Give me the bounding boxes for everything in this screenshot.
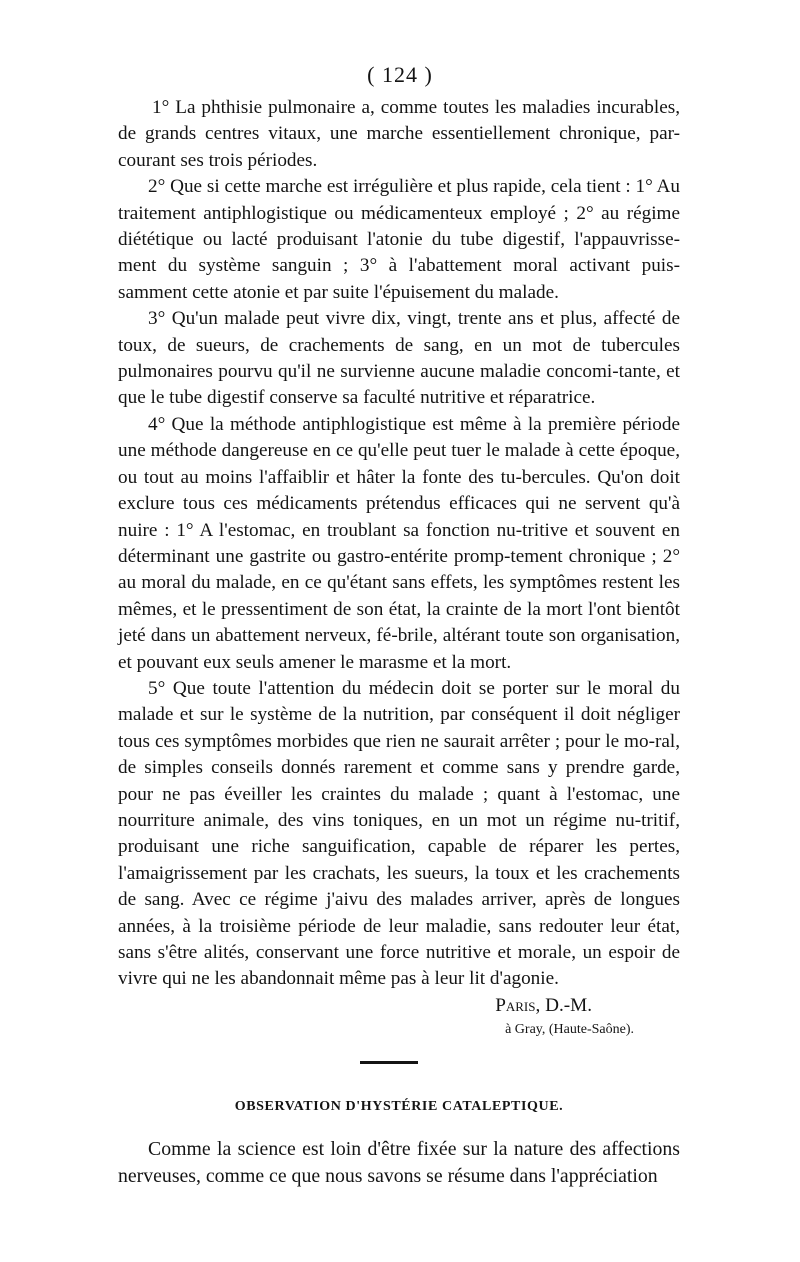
section-divider: [360, 1061, 418, 1064]
body-text: [118, 95, 680, 1190]
paragraph-4: 4° Que la méthode antiphlogistique est même à la première période une méthode dangereuse en ce qu'elle peut tuer le malade à cette époque, ou tout au moins l'affaiblir et hâter la fonte des tu-bercules. Qu'on doit exclure tous ces médicaments prétendus efficaces qui ne servent qu'à nuire : 1° A l'estomac, en troublant sa fonction nu-tritive et souvent en déterminant une gastrite ou gastro-entérite promp-tement chronique ; 2° au moral du malade, en ce qu'étant sans effets, les symptômes restent les mêmes, et le pressentiment de son état, la crainte de la mort l'ont bientôt jeté dans un abattement nerveux, fé-brile, altérant toute son organisation, et pouvant eux seuls amener le marasme et la mort.: [118, 413, 680, 673]
signature-place: à Gray, (Haute-Saône).: [505, 1021, 634, 1037]
paragraph-1: 1° La phthisie pulmonaire a, comme toutes les maladies incurables, de grands centres vitaux, une marche essentiellement chronique, par-courant ses trois périodes.: [118, 97, 680, 171]
signature-name: Paris, D.-M.: [495, 994, 592, 1016]
section-title: OBSERVATION D'HYSTÉRIE CATALEPTIQUE.: [234, 1098, 564, 1114]
paragraph-3: 3° Qu'un malade peut vivre dix, vingt, trente ans et plus, affecté de toux, de sueurs, de crachements de sang, en un mot de tubercules pulmonaires pourvu qu'il ne survienne aucune maladie concomi-tante, et que le tube digestif conserve sa faculté nutritive et réparatrice.: [118, 308, 680, 409]
paragraph-5: 5° Que toute l'attention du médecin doit se porter sur le moral du malade et sur le système de la nutrition, par conséquent il doit négliger tous ces symptômes morbides que rien ne saurait arrêter ; pour le mo-ral, de simples conseils donnés rarement et comme sans y prendre garde, pour ne pas éveiller les craintes du malade ; quant à l'estomac, une nourriture animale, des vins toniques, en un mot un régime nu-tritif, produisant une riche sanguification, capable de réparer les pertes, l'amaigrissement par les crachats, les sueurs, la toux et les crachements de sang. Avec ce régime j'aivu des malades arriver, après de longues années, à la troisième période de leur maladie, sans redouter leur état, sans s'être alités, conservant une force nutritive et morale, un espoir de vivre qui ne les abandonnait même pas à leur lit d'agonie.: [118, 677, 680, 990]
next-paragraph: Comme la science est loin d'être fixée sur la nature des affections nerveuses, comme ce que nous savons se résume dans l'appréciation: [118, 1138, 680, 1188]
paragraph-2: 2° Que si cette marche est irrégulière et plus rapide, cela tient : 1° Au traitement antiphlogistique ou médicamenteux employé ; 2° au régime diététique ou lacté produisant l'atonie du tube digestif, l'appauvrisse-ment du système sanguin ; 3° à l'abattement moral activant puis-samment cette atonie et par suite l'épuisement du malade.: [118, 176, 680, 303]
page-number: ( 124 ): [367, 62, 433, 87]
